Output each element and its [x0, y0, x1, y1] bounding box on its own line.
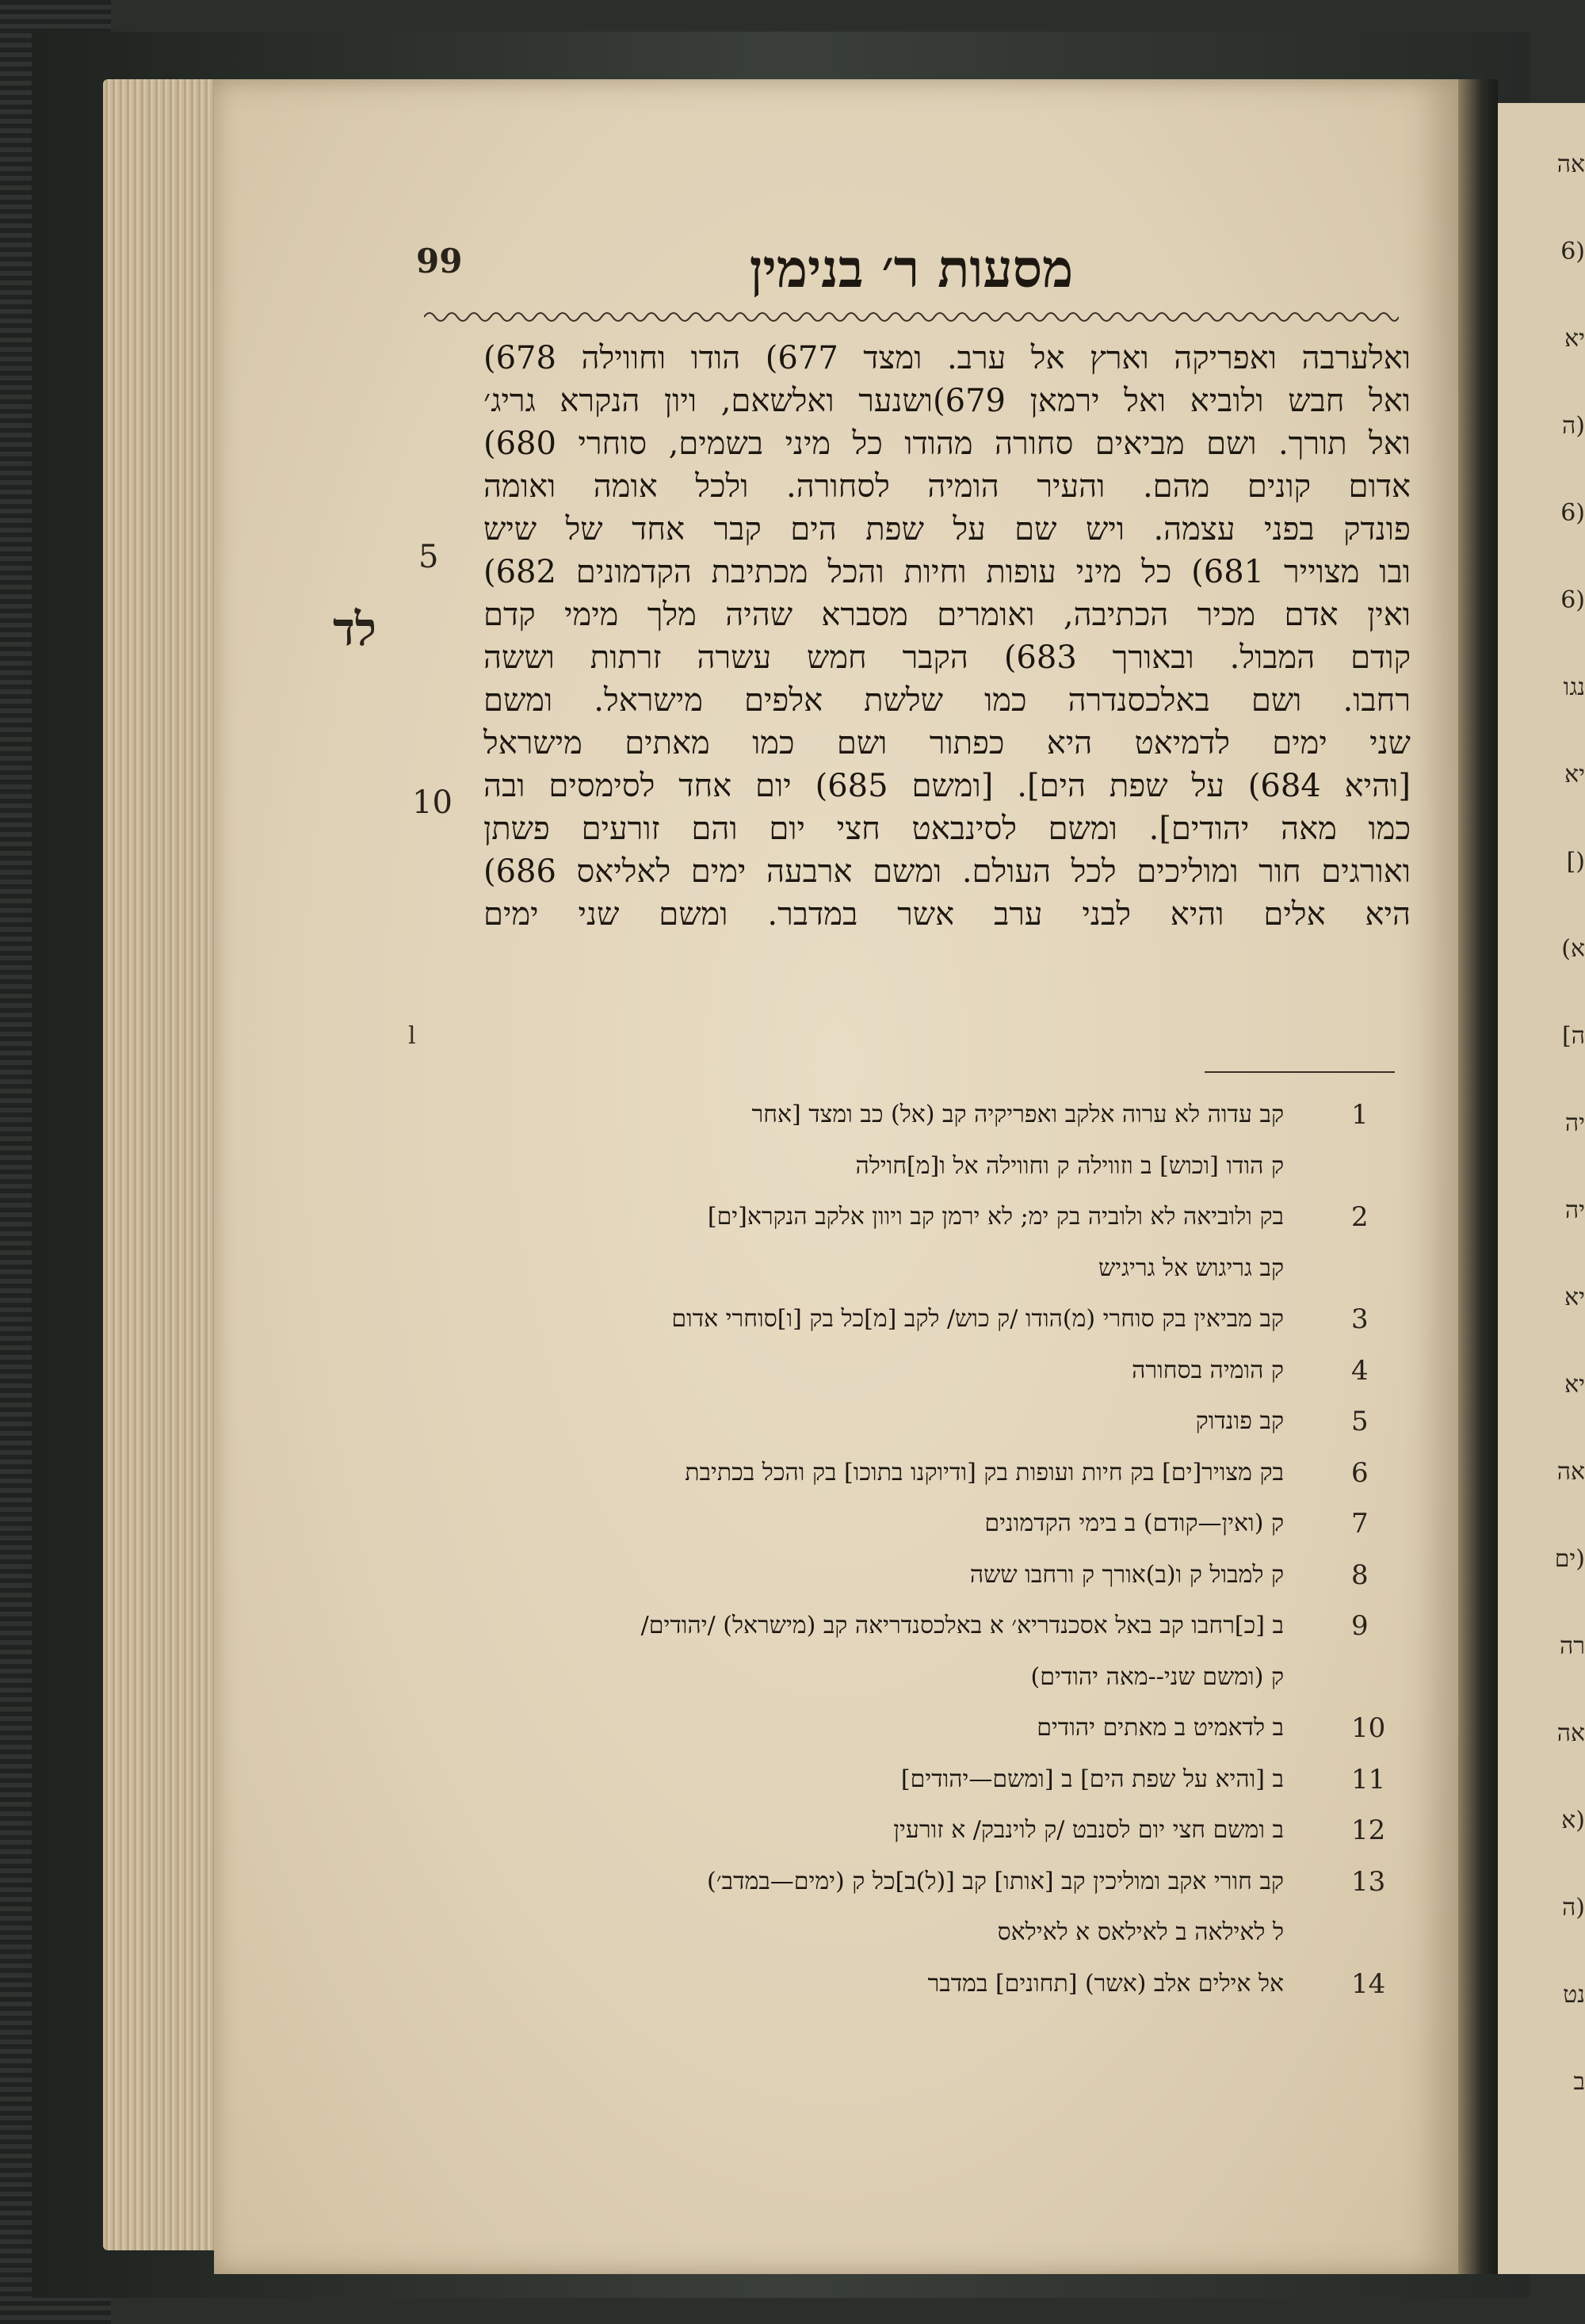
apparatus-line-text: קב מביאין בק סוחרי (מ)הודו /ק כוש/ לקב [מ]כל בק [ו]סוחרי אדום	[671, 1305, 1284, 1333]
facing-page-fragment: אה	[1556, 1719, 1585, 1747]
margin-small-mark: l	[408, 1022, 416, 1050]
facing-page-fragment: אה	[1556, 1458, 1585, 1486]
apparatus-line-number: 6	[1351, 1456, 1369, 1489]
facing-page-fragment: יא	[1564, 761, 1585, 788]
apparatus-line-number: 8	[1351, 1559, 1369, 1591]
facing-page-fragment: (ה	[1562, 412, 1585, 440]
facing-page-fragment: רה	[1560, 1632, 1585, 1660]
main-text-line: היא אלים והיא לבני ערב אשר במדבר. ומשם שני ימים	[483, 896, 1411, 933]
apparatus-line	[404, 1345, 1369, 1397]
main-text-line: ואלערבה ואפריקה וארץ אל ערב. ומצד 677) הודו וחווילה 678)	[483, 340, 1411, 376]
main-text-line: ואין אדם מכיר הכתיבה, ואומרים מסברא שהיה מלך מימי קדם	[483, 597, 1411, 633]
main-text-line: [והיא 684) על שפת הים]. [ומשם 685) יום אחד לסימסים ובה	[483, 768, 1411, 804]
line-number-10: 10	[412, 784, 453, 821]
facing-page-fragment: (6	[1560, 499, 1585, 527]
apparatus-line-text: קב עדוה לא ערוה אלקב ואפריקיה קב (אל) כב ומצד [אחר	[751, 1101, 1284, 1128]
facing-page-edge	[1498, 103, 1585, 2274]
main-text-line: קודם המבול. ובאורך 683) הקבר חמש עשרה זרתות וששה	[483, 639, 1411, 676]
apparatus-line-number: 11	[1351, 1763, 1386, 1795]
facing-page-fragment: יה	[1564, 1196, 1585, 1224]
apparatus-line-text: ב [והיא על שפת הים] ב [ומשם—יהודים]	[900, 1765, 1284, 1793]
margin-folio-marker: לד	[333, 602, 377, 656]
facing-page-fragment: א)	[1561, 935, 1585, 963]
apparatus-line-number: 9	[1351, 1610, 1369, 1642]
apparatus-line-number: 7	[1351, 1508, 1369, 1540]
apparatus-line	[404, 1550, 1369, 1601]
book-gutter	[1458, 79, 1498, 2274]
apparatus-line	[404, 1294, 1369, 1345]
apparatus-line	[404, 1805, 1386, 1857]
main-text-line: ואורגים חור ומוליכים לכל העולם. ומשם ארבעה ימים לאליאס 686)	[483, 853, 1411, 890]
main-text-line: ואל חבש ולוביא ואל ירמאן 679)ושנער ואלשאם, ויון הנקרא גריג׳	[483, 383, 1411, 419]
header-wavy-rule	[424, 305, 1399, 329]
main-text-line: רחבו. ושם באלכסנדרה כמו שלשת אלפים מישראל. ומשם	[483, 682, 1411, 719]
main-text-line: פונדק בפני עצמה. ויש שם על שפת הים קבר אחד של שיש	[483, 511, 1411, 548]
apparatus-line-number: 2	[1351, 1201, 1369, 1233]
facing-page-fragment: (]	[1566, 848, 1585, 876]
apparatus-line	[404, 1243, 1339, 1295]
facing-page-fragment: יא	[1564, 1371, 1585, 1399]
apparatus-line-text: קב גריגוש אל גריגיש	[1098, 1254, 1284, 1282]
main-text-line: ואל תורך. ושם מביאים סחורה מהודו כל מיני בשמים, סוחרי 680)	[483, 425, 1411, 462]
apparatus-line-text: ב לדאמיט ב מאתים יהודים	[1037, 1714, 1284, 1742]
apparatus-line	[404, 1703, 1386, 1754]
apparatus-line	[404, 1089, 1369, 1141]
facing-page-fragment: אה	[1556, 151, 1585, 178]
facing-page-fragment: נגו	[1563, 674, 1585, 701]
apparatus-line-number: 5	[1351, 1406, 1369, 1437]
apparatus-line-text: קב חורי אקב ומוליכין קב [אותו] קב [(ל)ב]כל ק (ימים—במדב׳)	[707, 1867, 1284, 1895]
apparatus-line-text: ק למבול ק ו(ב)אורך ק ורחבו ששה	[969, 1560, 1284, 1589]
main-text-line: ובו מצוייר 681) כל מיני עופות וחיות והכל מכתיבת הקדמונים 682)	[483, 554, 1411, 590]
apparatus-line	[404, 1448, 1369, 1499]
apparatus-line	[404, 1907, 1339, 1959]
apparatus-line	[404, 1396, 1369, 1448]
apparatus-line-text: בק מצויר[ים] בק חיות ועופות בק [ודיוקנו בתוכו] בק והכל בכתיבת	[685, 1458, 1284, 1486]
apparatus-line-text: קב פונדוק	[1195, 1407, 1284, 1435]
facing-page-fragment: (6	[1560, 586, 1585, 614]
apparatus-line	[404, 1754, 1386, 1806]
facing-page-fragment: (ה	[1562, 1894, 1585, 1921]
apparatus-line-number: 1	[1351, 1099, 1369, 1131]
apparatus-line	[404, 1857, 1386, 1908]
main-text-line: אדום קונים מהם. והעיר הומיה לסחורה. ולכל אומה ואומה	[483, 468, 1411, 505]
apparatus-line-text: בק ולוביאה לא ולוביה בק ימ; לא ירמן קב ויוון אלקב הנקרא[ים]	[707, 1203, 1284, 1231]
main-text-block	[483, 337, 1411, 936]
running-head-title: מסעות ר׳ בנימין	[749, 238, 1074, 300]
line-number-5: 5	[418, 539, 439, 575]
facing-page-fragment: יא	[1564, 325, 1585, 353]
apparatus-line-text: ק (ומשם שני--מאה יהודים)	[1030, 1662, 1284, 1691]
apparatus-line-number: 4	[1351, 1354, 1369, 1387]
apparatus-line	[404, 1601, 1369, 1652]
apparatus-line-number: 10	[1351, 1712, 1386, 1744]
facing-page-fragment: (6	[1560, 238, 1585, 265]
apparatus-line-number: 3	[1351, 1303, 1369, 1335]
apparatus-line-text: ק הומיה בסחורה	[1132, 1356, 1284, 1384]
page-number: 99	[416, 242, 463, 280]
apparatus-line-text: ק הודו [וכוש] ב וזווילה ק וחווילה אל ו[מ]חוילה	[855, 1151, 1284, 1180]
facing-page-fragment: (ים	[1554, 1545, 1585, 1573]
apparatus-line	[404, 1652, 1339, 1704]
page-edges	[103, 79, 222, 2250]
apparatus-line-text: ל לאילאה ב לאילאס א לאילאס	[997, 1918, 1284, 1946]
apparatus-line-number: 12	[1351, 1815, 1386, 1846]
critical-apparatus	[404, 1089, 1386, 2009]
apparatus-line	[404, 1192, 1369, 1243]
facing-page-fragment: נט	[1563, 1981, 1585, 2009]
facing-page-fragment: ה]	[1562, 1022, 1585, 1050]
apparatus-line	[404, 1959, 1386, 2010]
apparatus-line-number: 14	[1351, 1967, 1386, 2000]
facing-page-fragment: יא	[1564, 1284, 1585, 1311]
facing-page-fragment: (א	[1561, 1807, 1585, 1834]
facing-page-fragment: יה	[1564, 1109, 1585, 1137]
apparatus-line	[404, 1498, 1369, 1550]
apparatus-line-number: 13	[1351, 1865, 1386, 1898]
apparatus-line-text: ב [כ]רחבו קב באל אסכנדריא׳ א באלכסנדריאה קב (מישראל) /יהודים/	[640, 1612, 1284, 1639]
main-text-line: שני ימים לדמיאט היא כפתור ושם כמו מאתים מישראל	[483, 725, 1411, 761]
apparatus-line	[404, 1141, 1339, 1193]
apparatus-line-text: ק (ואין—קודם) ב בימי הקדמונים	[984, 1509, 1284, 1537]
facing-page-fragment: ב	[1573, 2068, 1585, 2096]
main-text-line: כמו מאה יהודים]. ומשם לסינבאט חצי יום והם זורעים פשתן	[483, 811, 1411, 847]
apparatus-separator-rule	[1205, 1071, 1395, 1073]
apparatus-line-text: ב ומשם חצי יום לסנבט /ק לוינבק/ א זורעין	[893, 1816, 1284, 1844]
apparatus-line-text: אל אילים אלב (אשר) [תחונים] במדבר	[927, 1969, 1284, 1998]
